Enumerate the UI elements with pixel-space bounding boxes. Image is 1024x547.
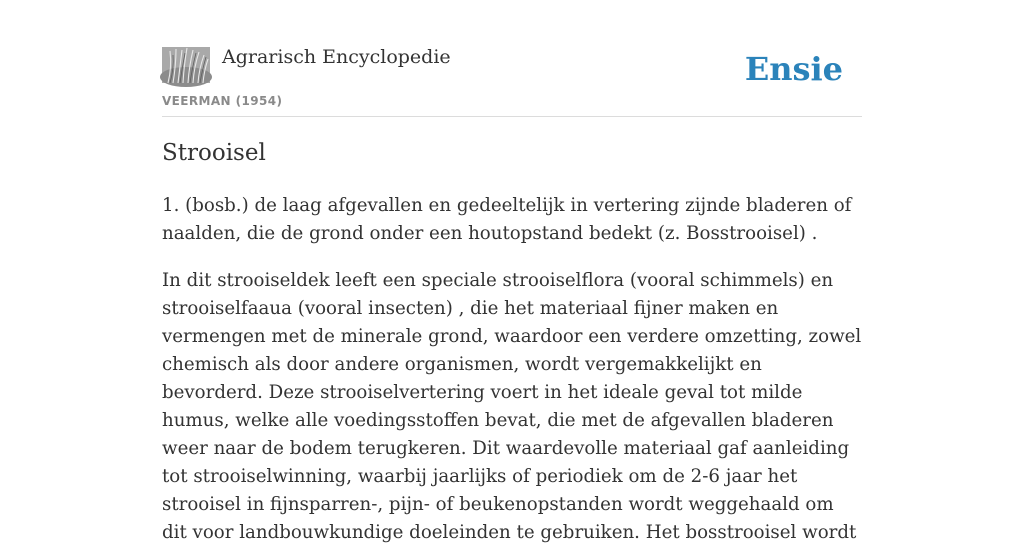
source-author-year: VEERMAN (1954)	[162, 94, 283, 108]
entry-title: Strooisel	[162, 140, 266, 166]
brand-logo-link[interactable]: Ensie	[744, 50, 843, 88]
entry-paragraph: In dit strooiseldek leeft een speciale strooiselflora (vooral schimmels) en strooiselfaaua (vooral insecten) , die het materiaal fijner maken en vermengen met de minerale grond, waardoor een verdere omzetting, zowel chemisch als door andere organismen, wordt vergemakkelijkt en bevorderd. Deze strooiselvertering voert in het ideale geval tot milde humus, welke alle voedingsstoffen bevat, die met de afgevallen bladeren weer naar de bodem terugkeren. Dit waardevolle materiaal gaf aanleiding tot strooiselwinning, waarbij jaarlijks of periodiek om de 2-6 jaar het strooisel in fijnsparren-, pijn- of beukenopstanden wordt weggehaald om dit voor landbouwkundige doeleinden te gebruiken. Het bosstrooisel wordt	[162, 270, 862, 543]
source-title[interactable]: Agrarisch Encyclopedie	[222, 46, 451, 68]
content-column	[162, 0, 862, 543]
source-header	[162, 0, 862, 117]
wheat-logo-icon[interactable]	[162, 47, 210, 83]
entry-paragraph: 1. (bosb.) de laag afgevallen en gedeeltelijk in vertering zijnde bladeren of naalden, die de grond onder een houtopstand bedekt (z. Bosstrooisel) .	[162, 195, 852, 244]
